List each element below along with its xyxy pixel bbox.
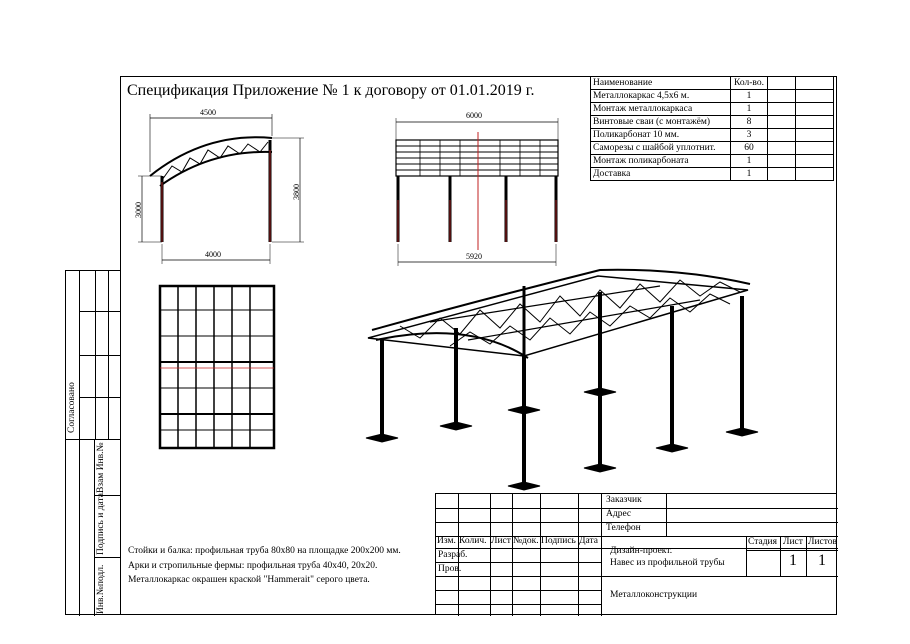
side-view-drawing <box>138 114 304 264</box>
notes <box>128 544 401 588</box>
col-data: Дата <box>579 536 598 546</box>
row-qty: 8 <box>731 116 768 129</box>
project-line2: Навес из профильной трубы <box>610 558 725 568</box>
stage-label: Стадия <box>748 537 777 547</box>
col-kolich: Колич. <box>459 536 487 546</box>
note-line: Металлокаркас окрашен краской "Hammerait" серого цвета. <box>128 575 370 585</box>
dim-side-top: 4500 <box>200 108 216 117</box>
section-label: Металлоконструкции <box>610 590 698 600</box>
sheet-label: Лист <box>783 537 803 547</box>
note-line: Арки и стропильные фермы: профильная труба 40х40, 20х20. <box>128 560 378 571</box>
row-qty: 1 <box>731 90 768 103</box>
col-ndok: №док. <box>513 536 539 546</box>
row-name: Саморезы с шайбой уплотнит. <box>591 142 731 155</box>
sheets-value: 1 <box>818 552 826 569</box>
side-stamp <box>65 270 120 615</box>
row-qty: 1 <box>731 168 768 181</box>
row-name: Монтаж поликарбоната <box>591 155 731 168</box>
project-line1: Дизайн-проект. <box>610 546 673 556</box>
side-stamp-inv-orig: Инв.№подл. <box>96 564 106 614</box>
row-name: Винтовые сваи (с монтажём) <box>591 116 731 129</box>
address-label: Адрес <box>606 509 632 519</box>
row-name: Поликарбонат 10 мм. <box>591 129 731 142</box>
side-stamp-agreed: Согласовано <box>67 382 77 433</box>
row-name: Доставка <box>591 168 731 181</box>
dim-side-bottom: 4000 <box>205 250 221 259</box>
phone-label: Телефон <box>606 523 641 533</box>
row-qty: 60 <box>731 142 768 155</box>
row-qty: 3 <box>731 129 768 142</box>
document-title: Спецификация Приложение № 1 к договору от 01.01.2019 г. <box>127 82 535 99</box>
sheets-label: Листов <box>808 537 838 547</box>
header-qty: Кол-во. <box>731 77 768 90</box>
row-name: Монтаж металлокаркаса <box>591 103 731 116</box>
plan-view-drawing <box>160 286 274 448</box>
isometric-view-drawing <box>366 270 758 490</box>
dim-front-top: 6000 <box>466 111 482 120</box>
title-block <box>435 493 837 615</box>
row-qty: 1 <box>731 103 768 116</box>
front-view-drawing <box>396 118 558 266</box>
col-izm: Изм. <box>437 536 456 546</box>
side-stamp-sign-date: Подпись и дата. <box>96 490 106 555</box>
side-stamp-replace-inv: Взам Инв.№ <box>96 442 106 493</box>
col-list: Лист <box>491 536 511 546</box>
note-line: Стойки и балка: профильная труба 80х80 на площадке 200х200 мм. <box>128 546 401 556</box>
header-name: Наименование <box>591 77 731 90</box>
razrab-label: Разраб. <box>438 550 468 560</box>
sheet-value: 1 <box>789 552 797 569</box>
row-name: Металлокаркас 4,5х6 м. <box>591 90 731 103</box>
customer-label: Заказчик <box>606 495 642 505</box>
dim-side-left: 3000 <box>134 202 143 218</box>
col-podpis: Подпись <box>541 536 576 546</box>
dim-front-bottom: 5920 <box>466 252 482 261</box>
prov-label: Пров. <box>438 564 462 574</box>
dim-side-right: 3800 <box>292 184 301 200</box>
row-qty: 1 <box>731 155 768 168</box>
